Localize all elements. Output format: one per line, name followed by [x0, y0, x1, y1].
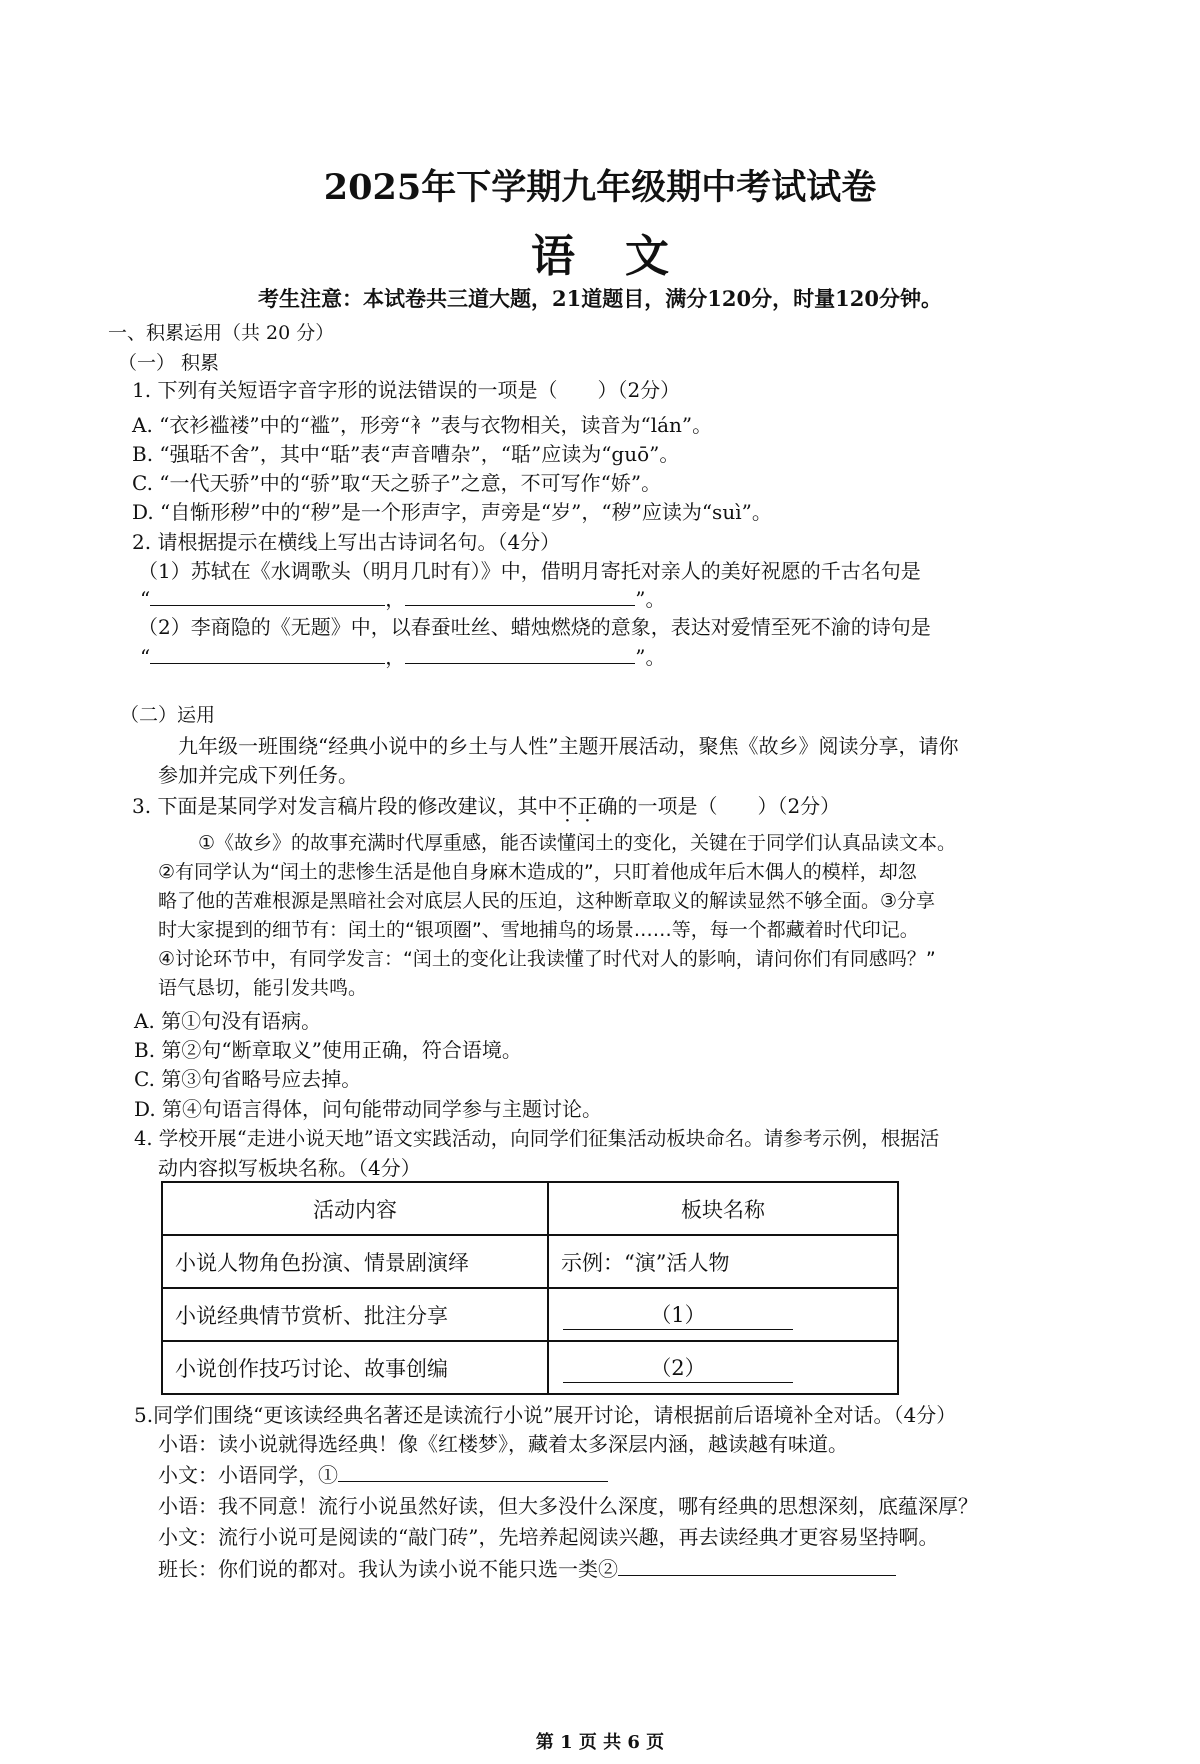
table-header-cell: 活动内容	[162, 1182, 548, 1235]
block-name-cell: 示例：“演”活人物	[548, 1235, 898, 1288]
answer-blank[interactable]	[405, 643, 635, 664]
answer-blank[interactable]	[150, 585, 385, 606]
answer-blank[interactable]	[405, 585, 635, 606]
exam-notice: 考生注意：本试卷共三道大题，21道题目，满分120分，时量120分钟。	[258, 286, 942, 311]
question-4-stem-2: 动内容拟写板块名称。（4分）	[158, 1156, 421, 1180]
question-1-stem: 1. 下列有关短语字音字形的说法错误的一项是（ ）（2分）	[132, 378, 681, 402]
answer-blank[interactable]	[618, 1555, 896, 1576]
question-1-option-d: D. “自惭形秽”中的“秽”是一个形声字，声旁是“岁”，“秽”应读为“suì”。	[132, 500, 772, 524]
block-name-cell[interactable]	[548, 1288, 898, 1341]
exam-title: 2025年下学期九年级期中考试试卷	[323, 167, 877, 208]
passage-line: ①《故乡》的故事充满时代厚重感，能否读懂闰土的变化，关键在于同学们认真品读文本。	[198, 832, 957, 854]
section-heading: 一、积累运用（共 20 分）	[108, 322, 335, 344]
dialogue-line: 小语：我不同意！流行小说虽然好读，但大多没什么深度，哪有经典的思想深刻，底蕴深厚？	[158, 1494, 978, 1518]
part-heading-application: （二）运用	[120, 704, 216, 726]
close-quote: ”。	[635, 587, 666, 611]
block-name-cell[interactable]	[548, 1341, 898, 1394]
comma: ，	[385, 645, 406, 669]
question-3-option-a: A. 第①句没有语病。	[134, 1009, 322, 1033]
activity-block-table	[161, 1181, 899, 1395]
close-quote: ”。	[635, 645, 666, 669]
comma: ，	[385, 587, 406, 611]
table-header-cell: 板块名称	[548, 1182, 898, 1235]
emphasis-char: 正	[577, 794, 598, 818]
dialogue-line: 小语：读小说就得选经典！像《红楼梦》，藏着太多深层内涵，越读越有味道。	[158, 1432, 848, 1456]
question-3-option-b: B. 第②句“断章取义”使用正确，符合语境。	[134, 1038, 522, 1062]
answer-blank[interactable]: （1）	[563, 1299, 793, 1330]
page-footer: 第 1 页 共 6 页	[535, 1732, 665, 1753]
question-2-stem: 2. 请根据提示在横线上写出古诗词名句。（4分）	[132, 530, 561, 554]
question-5-stem: 5.同学们围绕“更该读经典名著还是读流行小说”展开讨论，请根据前后语境补全对话。（4分）	[134, 1403, 957, 1427]
question-1-option-a: A. “衣衫褴褛”中的“褴”，形旁“衤”表与衣物相关，读音为“lán”。	[132, 413, 713, 437]
question-1-option-c: C. “一代天骄”中的“骄”取“天之骄子”之意，不可写作“娇”。	[132, 471, 662, 495]
table-row	[162, 1341, 898, 1394]
table-row	[162, 1288, 898, 1341]
question-1-option-b: B. “强聒不舍”，其中“聒”表“声音嘈杂”，“聒”应读为“guō”。	[132, 442, 680, 466]
emphasis-char: 不	[557, 794, 578, 818]
intro-line-2: 参加并完成下列任务。	[158, 763, 358, 787]
dialogue-text: 小文：小语同学，①	[158, 1463, 338, 1487]
question-2-sub1: （1）苏轼在《水调歌头（明月几时有）》中，借明月寄托对亲人的美好祝愿的千古名句是	[138, 559, 921, 583]
subject-title: 语文	[531, 231, 719, 282]
passage-line: 时大家提到的细节有：闰土的“银项圈”、雪地捕鸟的场景……等，每一个都藏着时代印记。	[158, 919, 919, 941]
table-row	[162, 1235, 898, 1288]
question-2-sub2: （2）李商隐的《无题》中，以春蚕吐丝、蜡烛燃烧的意象，表达对爱情至死不渝的诗句是	[138, 615, 931, 639]
question-4-stem-1: 4. 学校开展“走进小说天地”语文实践活动，向同学们征集活动板块命名。请参考示例，根据活	[134, 1127, 940, 1150]
passage-line: ②有同学认为“闰土的悲惨生活是他自身麻木造成的”，只盯着他成年后木偶人的模样，却忽	[158, 861, 917, 883]
activity-content-cell: 小说人物角色扮演、情景剧演绎	[162, 1235, 548, 1288]
dialogue-text: 班长：你们说的都对。我认为读小说不能只选一类②	[158, 1557, 618, 1581]
intro-line-1: 九年级一班围绕“经典小说中的乡土与人性”主题开展活动，聚焦《故乡》阅读分享，请你	[178, 734, 959, 758]
answer-blank[interactable]	[150, 643, 385, 664]
stem-text: 3. 下面是某同学对发言稿片段的修改建议，其中	[132, 794, 558, 818]
open-quote: “	[140, 587, 151, 611]
question-3-stem	[132, 790, 840, 819]
table-header-row	[162, 1182, 898, 1235]
open-quote: “	[140, 645, 151, 669]
question-2-sub1-answer[interactable]	[140, 583, 665, 612]
dialogue-line: 小文：流行小说可是阅读的“敲门砖”，先培养起阅读兴趣，再去读经典才更容易坚持啊。	[158, 1525, 939, 1549]
passage-line: ④讨论环节中，有同学发言：“闰土的变化让我读懂了时代对人的影响，请问你们有同感吗？”	[158, 948, 936, 970]
activity-content-cell: 小说经典情节赏析、批注分享	[162, 1288, 548, 1341]
answer-blank[interactable]	[338, 1461, 608, 1482]
stem-text: 确的一项是（ ）（2分）	[597, 794, 841, 818]
passage-line: 略了他的苦难根源是黑暗社会对底层人民的压迫，这种断章取义的解读显然不够全面。③分享	[158, 890, 936, 912]
dialogue-line-with-blank[interactable]	[158, 1553, 896, 1582]
answer-blank[interactable]: （2）	[563, 1352, 793, 1383]
dialogue-line-with-blank[interactable]	[158, 1459, 608, 1488]
question-2-sub2-answer[interactable]	[140, 641, 665, 670]
question-3-option-d: D. 第④句语言得体，问句能带动同学参与主题讨论。	[134, 1097, 603, 1121]
question-3-option-c: C. 第③句省略号应去掉。	[134, 1067, 362, 1091]
passage-line: 语气恳切，能引发共鸣。	[158, 977, 368, 999]
activity-content-cell: 小说创作技巧讨论、故事创编	[162, 1341, 548, 1394]
part-heading-accumulation: （一） 积累	[118, 352, 220, 374]
